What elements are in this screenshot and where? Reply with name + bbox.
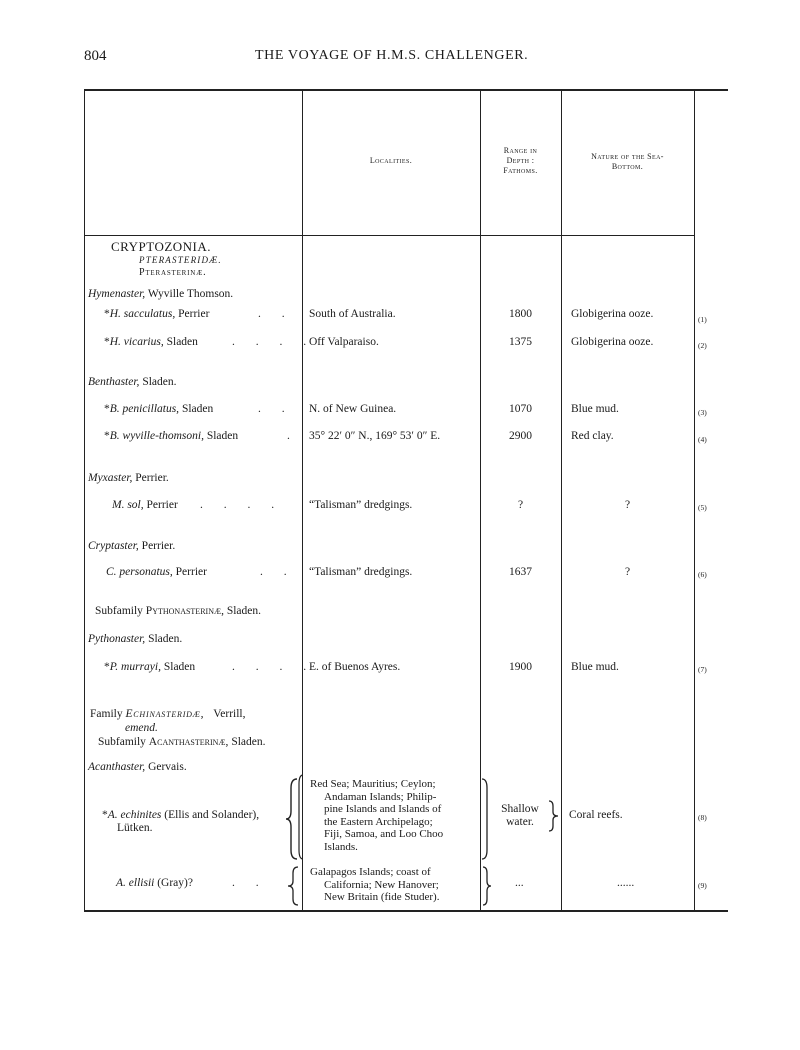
locality-line: pine Islands and Islands of xyxy=(324,803,442,815)
depth: 1800 xyxy=(509,308,532,320)
family-emend: emend. xyxy=(125,722,158,734)
species-name: H. sacculatus, xyxy=(109,308,176,320)
table-bottom-rule xyxy=(84,910,728,912)
species-row-a-echinites xyxy=(102,809,259,821)
depth: 1070 xyxy=(509,403,532,415)
footnote-ref: (2) xyxy=(698,341,707,350)
locality: N. of New Guinea. xyxy=(309,403,397,415)
species-author: Sladen xyxy=(206,430,239,442)
family-author: Verrill, xyxy=(213,708,246,720)
genus-name: Benthaster, xyxy=(88,376,140,388)
species-row-m-sol xyxy=(112,499,178,511)
subfamily-prefix: Subfamily xyxy=(98,736,146,748)
family-heading: PTERASTERIDÆ. xyxy=(139,255,222,265)
species-row-b-wyville-thomsoni xyxy=(104,430,238,442)
family-name: Echinasteridæ, xyxy=(125,708,205,720)
locality: South of Australia. xyxy=(309,308,396,320)
sea-bottom: ? xyxy=(624,499,631,511)
locality: 35° 22′ 0″ N., 169° 53′ 0″ E. xyxy=(309,430,441,442)
genus-acanthaster xyxy=(88,761,187,773)
locality-line: the Eastern Archipelago; xyxy=(324,815,433,828)
species-mark: * xyxy=(104,336,110,348)
genus-author: Perrier. xyxy=(141,540,176,552)
locality-line: New Britain (fide Studer). xyxy=(324,891,440,903)
species-author: (Ellis and Solander), xyxy=(164,809,260,821)
depth-line: Shallow xyxy=(501,803,539,815)
header-range-line2: Depth : xyxy=(506,156,535,165)
depth: ? xyxy=(517,499,524,511)
sea-bottom: ...... xyxy=(617,877,635,889)
depth: 1637 xyxy=(509,566,532,578)
footnote-ref: (8) xyxy=(698,813,707,822)
sea-bottom: Blue mud. xyxy=(571,661,619,673)
header-localities-label: Localities. xyxy=(369,156,413,165)
header-range xyxy=(480,146,561,176)
family-prefix: Family xyxy=(90,708,123,720)
genus-hymenaster xyxy=(88,288,233,300)
subfamily-pythonasterinae xyxy=(95,605,261,617)
locality: “Talisman” dredgings. xyxy=(309,566,413,578)
header-nature-line1: Nature of the Sea- xyxy=(591,152,664,161)
header-localities xyxy=(302,156,480,166)
depth: ... xyxy=(515,877,524,889)
genus-author: Wyville Thomson. xyxy=(147,288,234,300)
leader-dots: . xyxy=(287,430,299,442)
locality-line: California; New Hanover; xyxy=(324,878,439,891)
sea-bottom: Red clay. xyxy=(571,430,614,442)
species-row-p-murrayi xyxy=(104,661,195,673)
column-rule-left xyxy=(84,89,85,911)
header-range-line1: Range in xyxy=(503,146,538,155)
depth: 1900 xyxy=(509,661,532,673)
left-brace-icon xyxy=(287,866,299,906)
species-row-h-vicarius xyxy=(104,336,198,348)
species-author: Sladen xyxy=(181,403,214,415)
depth-shallow xyxy=(487,803,553,829)
leader-dots: . . xyxy=(258,403,294,415)
leader-dots: . . xyxy=(232,877,268,889)
species-name: M. sol, xyxy=(112,499,144,511)
genus-author: Sladen. xyxy=(142,376,177,388)
subfamily-name: Acanthasterinæ, xyxy=(148,736,229,748)
subfamily-prefix: Subfamily xyxy=(95,605,143,617)
genus-author: Sladen. xyxy=(148,633,183,645)
locality: “Talisman” dredgings. xyxy=(309,499,413,511)
species-name: P. murrayi, xyxy=(109,661,161,673)
leader-dots: . . xyxy=(260,566,296,578)
left-brace-icon xyxy=(296,774,304,860)
species-row-c-personatus xyxy=(106,566,207,578)
species-name: A. echinites xyxy=(107,809,162,821)
locality: E. of Buenos Ayres. xyxy=(309,661,401,673)
locality-line: Andaman Islands; Philip- xyxy=(324,790,437,803)
locality-line: Fiji, Samoa, and Loo Choo xyxy=(324,828,444,840)
footnote-ref: (4) xyxy=(698,435,707,444)
depth: 2900 xyxy=(509,430,532,442)
right-brace-icon xyxy=(482,866,492,906)
genus-cryptaster xyxy=(88,540,175,552)
footnote-ref: (6) xyxy=(698,570,707,579)
species-author: Perrier xyxy=(178,308,210,320)
sea-bottom: Globigerina ooze. xyxy=(571,336,654,348)
species-name: B. wyville-thomsoni, xyxy=(109,430,204,442)
sea-bottom: ? xyxy=(624,566,631,578)
table-top-rule xyxy=(84,89,728,91)
column-rule-notes xyxy=(694,89,695,911)
locality: Off Valparaiso. xyxy=(309,336,379,348)
leader-dots: . . . . xyxy=(232,336,316,348)
family-echinasteridae xyxy=(90,708,246,720)
genus-benthaster xyxy=(88,376,177,388)
footnote-ref: (3) xyxy=(698,408,707,417)
species-name: A. ellisii xyxy=(116,877,155,889)
subfamily-name: Pythonasterinæ, xyxy=(145,605,224,617)
genus-myxaster xyxy=(88,472,169,484)
species-author: Perrier xyxy=(146,499,178,511)
subfamily-heading: Pterasterinæ. xyxy=(139,267,207,278)
page-number: 804 xyxy=(84,48,107,64)
table-header-rule xyxy=(84,235,694,236)
genus-author: Gervais. xyxy=(148,761,187,773)
species-name: B. penicillatus, xyxy=(109,403,180,415)
species-mark: * xyxy=(104,661,110,673)
locality-list xyxy=(310,778,443,853)
species-author: Sladen xyxy=(166,336,198,348)
genus-name: Acanthaster, xyxy=(88,761,146,773)
footnote-ref: (5) xyxy=(698,503,707,512)
genus-author: Perrier. xyxy=(135,472,169,484)
locality-line: Galapagos Islands; coast of xyxy=(310,866,431,878)
species-author-line2: Lütken. xyxy=(117,822,153,834)
species-mark: * xyxy=(102,809,108,821)
subfamily-author: Sladen. xyxy=(231,736,266,748)
genus-name: Cryptaster, xyxy=(88,540,139,552)
depth-line: water. xyxy=(506,816,534,828)
genus-name: Myxaster, xyxy=(88,472,133,484)
leader-dots: . . xyxy=(258,308,294,320)
locality-list xyxy=(310,866,439,904)
header-range-line3: Fathoms. xyxy=(503,166,538,175)
leader-dots: . . . . xyxy=(200,499,284,511)
species-row-a-ellisii xyxy=(116,877,193,889)
genus-pythonaster xyxy=(88,633,182,645)
species-mark: * xyxy=(104,430,110,442)
locality-line: Red Sea; Mauritius; Ceylon; xyxy=(310,778,436,790)
subfamily-acanthasterinae xyxy=(98,736,266,748)
genus-name: Hymenaster, xyxy=(88,288,146,300)
header-nature-line2: Bottom. xyxy=(611,162,644,171)
subfamily-author: Sladen. xyxy=(226,605,262,617)
footnote-ref: (7) xyxy=(698,665,707,674)
species-name: C. personatus, xyxy=(106,566,173,578)
locality-line: Islands. xyxy=(324,840,358,853)
right-brace-icon xyxy=(548,800,560,832)
genus-name: Pythonaster, xyxy=(88,633,146,645)
sea-bottom: Globigerina ooze. xyxy=(571,308,654,320)
footnote-ref: (9) xyxy=(698,881,707,890)
depth: 1375 xyxy=(509,336,532,348)
species-row-h-sacculatus xyxy=(104,308,209,320)
species-author: Perrier xyxy=(175,566,207,578)
species-author: (Gray)? xyxy=(157,877,193,889)
order-heading: CRYPTOZONIA. xyxy=(111,239,212,254)
species-name: H. vicarius, xyxy=(109,336,164,348)
species-mark: * xyxy=(104,403,110,415)
footnote-ref: (1) xyxy=(698,315,707,324)
running-head: THE VOYAGE OF H.M.S. CHALLENGER. xyxy=(255,48,529,63)
sea-bottom: Blue mud. xyxy=(571,403,619,415)
leader-dots: . . . . xyxy=(232,661,316,673)
species-row-b-penicillatus xyxy=(104,403,213,415)
sea-bottom: Coral reefs. xyxy=(569,809,623,821)
species-author: Sladen xyxy=(163,661,196,673)
species-mark: * xyxy=(104,308,110,320)
header-nature xyxy=(561,152,694,172)
